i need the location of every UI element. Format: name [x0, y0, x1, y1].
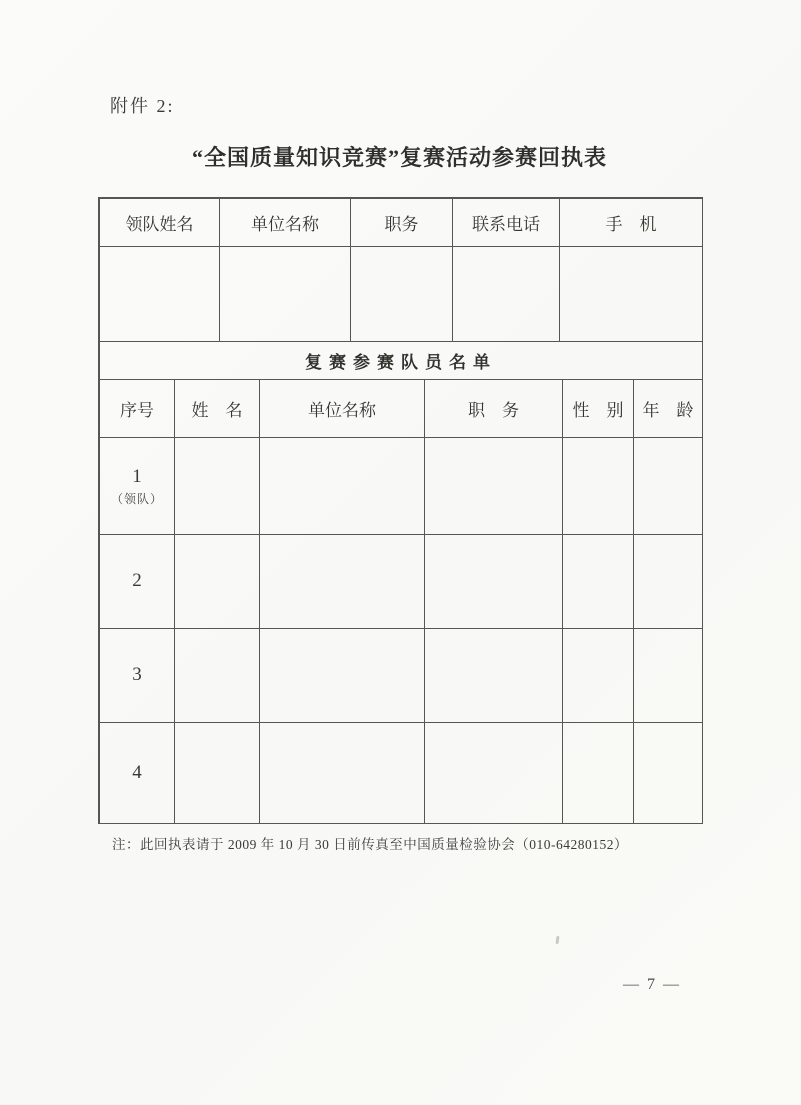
members-header-name: 姓 名 [175, 380, 260, 438]
member-duty-cell [425, 438, 563, 535]
member-seq-sublabel: （领队） [110, 491, 163, 506]
attachment-label: 附件 2: [110, 96, 175, 116]
member-unit-cell [260, 438, 425, 535]
leader-value-unit [220, 247, 351, 342]
leader-table-value-row [100, 247, 703, 342]
member-seq-number: 4 [132, 761, 142, 783]
member-gender-cell [563, 535, 634, 629]
leader-value-name [100, 247, 220, 342]
member-gender-cell [563, 629, 634, 723]
member-duty-cell [425, 535, 563, 629]
footer-note: 注：此回执表请于 2009 年 10 月 30 日前传真至中国质量检验协会（010-64280152） [112, 837, 628, 852]
member-seq-cell [100, 723, 175, 824]
member-seq-number: 3 [132, 664, 142, 686]
scan-artifact-speck [555, 936, 559, 944]
member-seq-number: 2 [132, 570, 142, 592]
leader-value-mobile [560, 247, 703, 342]
member-name-cell [175, 438, 260, 535]
leader-table-header-row [100, 199, 703, 247]
members-table-header-row [100, 380, 703, 438]
members-header-unit: 单位名称 [260, 380, 425, 438]
member-name-cell [175, 535, 260, 629]
member-unit-cell [260, 629, 425, 723]
member-seq-cell [100, 438, 175, 535]
member-unit-cell [260, 723, 425, 824]
members-table-row [100, 535, 703, 629]
member-seq-cell [100, 535, 175, 629]
member-age-cell [634, 535, 703, 629]
leader-header-duty: 职务 [351, 199, 453, 247]
leader-header-unit: 单位名称 [220, 199, 351, 247]
member-duty-cell [425, 723, 563, 824]
leader-header-mobile: 手 机 [560, 199, 703, 247]
leader-header-phone: 联系电话 [453, 199, 560, 247]
member-duty-cell [425, 629, 563, 723]
leader-value-phone [453, 247, 560, 342]
member-unit-cell [260, 535, 425, 629]
section-header: 复赛参赛队员名单 [305, 353, 497, 372]
member-gender-cell [563, 438, 634, 535]
members-table-row [100, 629, 703, 723]
member-name-cell [175, 629, 260, 723]
page-title: “全国质量知识竞赛”复赛活动参赛回执表 [191, 145, 607, 170]
members-table-row [100, 438, 703, 535]
member-seq-cell [100, 629, 175, 723]
member-age-cell [634, 723, 703, 824]
leader-header-name: 领队姓名 [100, 199, 220, 247]
leader-value-duty [351, 247, 453, 342]
members-header-gender: 性 别 [563, 380, 634, 438]
member-seq-number: 1 [132, 466, 142, 488]
section-header-row [100, 342, 703, 380]
members-header-seq: 序号 [100, 380, 175, 438]
member-age-cell [634, 438, 703, 535]
members-header-age: 年 龄 [634, 380, 703, 438]
member-name-cell [175, 723, 260, 824]
members-table-row [100, 723, 703, 824]
member-gender-cell [563, 723, 634, 824]
page-number: — 7 — [623, 976, 681, 993]
member-age-cell [634, 629, 703, 723]
reply-form-table [98, 197, 703, 824]
members-header-duty: 职 务 [425, 380, 563, 438]
